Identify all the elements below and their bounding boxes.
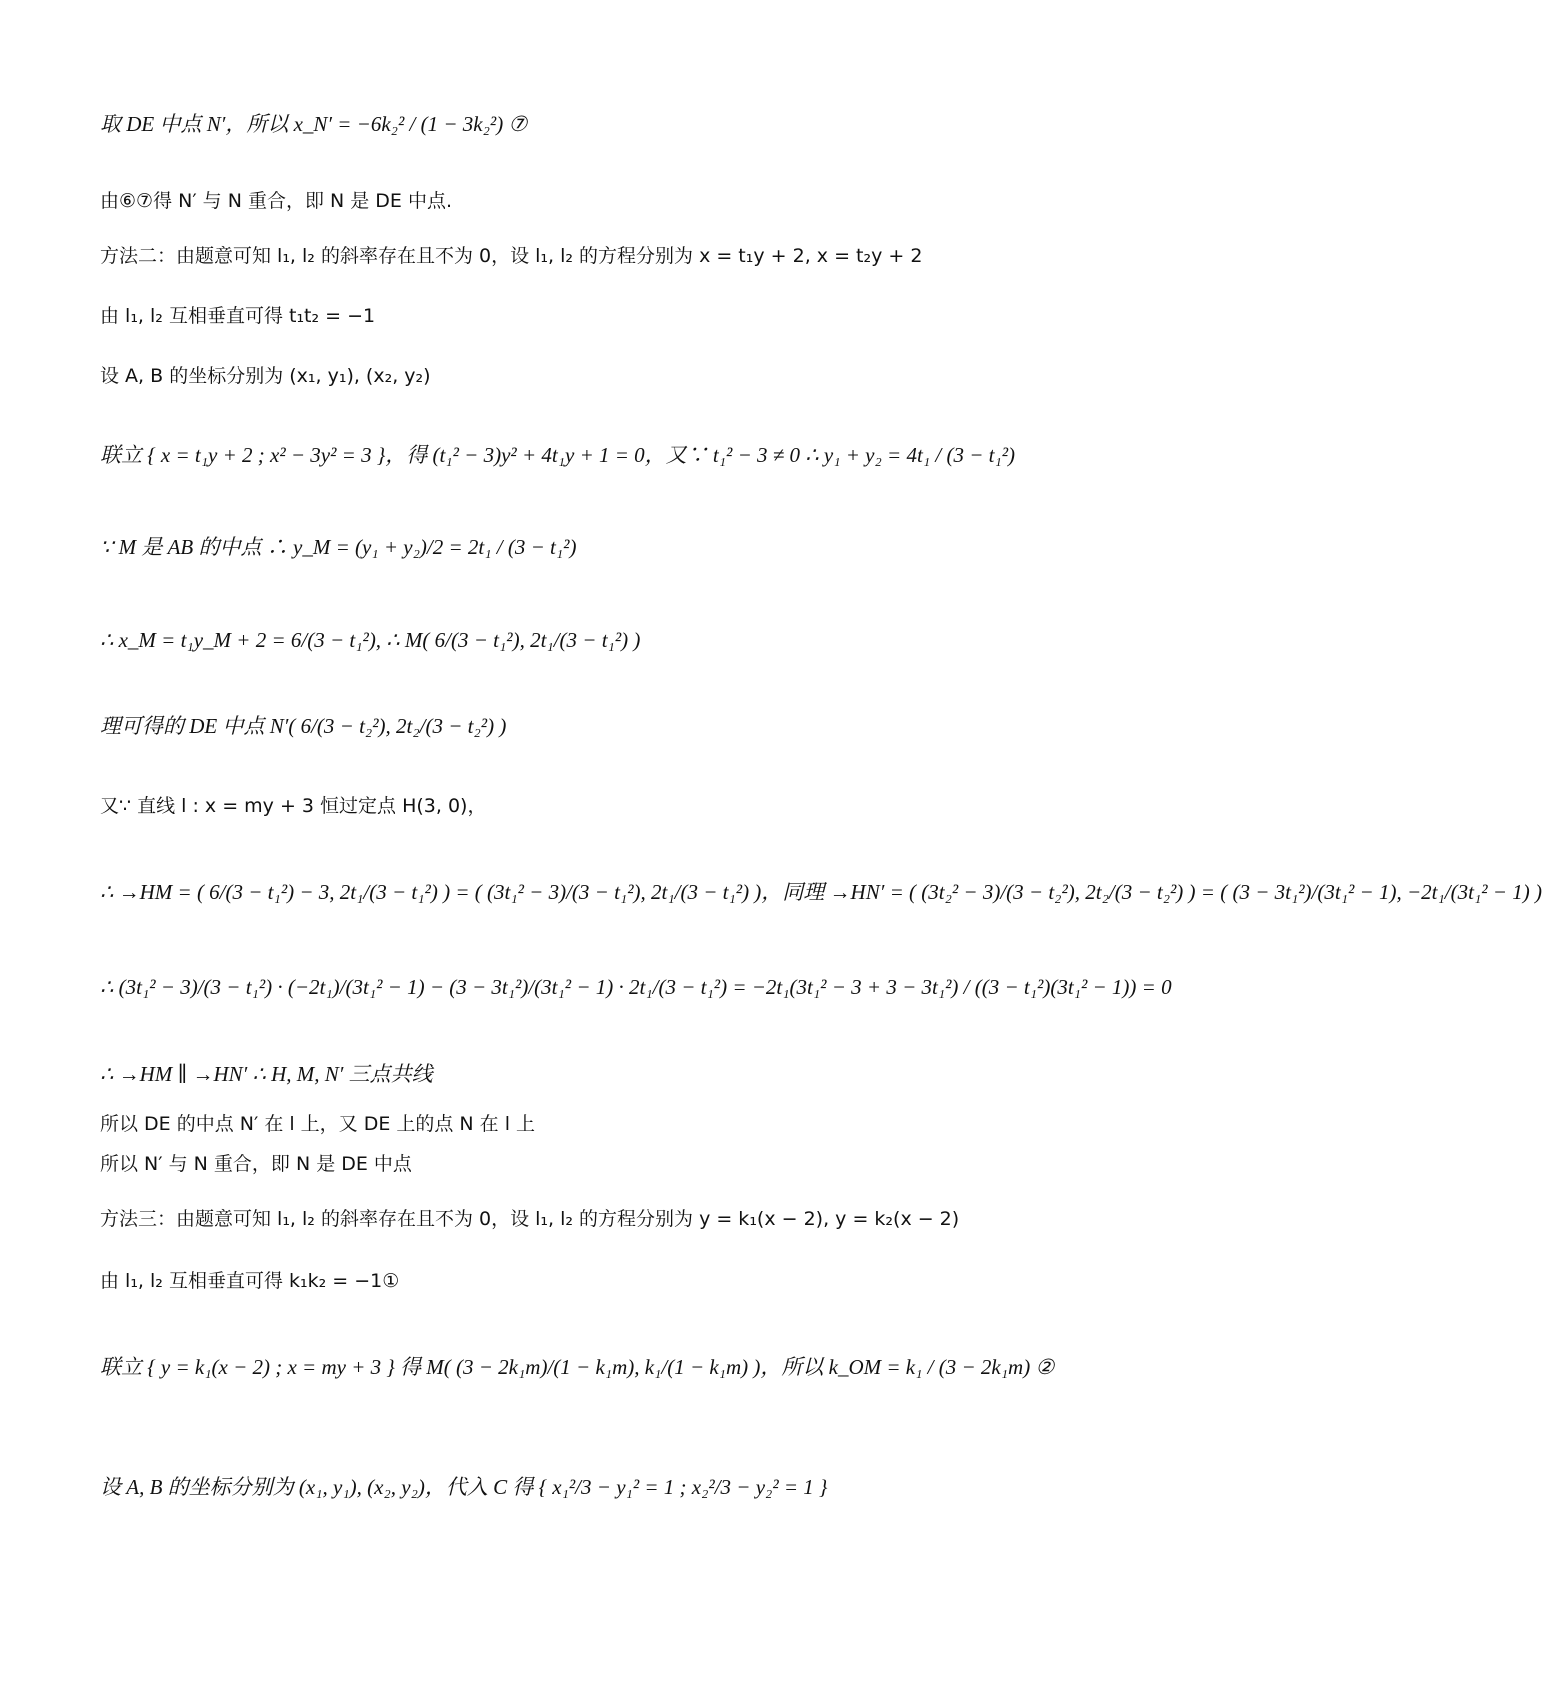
line-3: 方法二：由题意可知 l₁, l₂ 的斜率存在且不为 0，设 l₁, l₂ 的方程分别为 x = t₁y + 2, x = t₂y + 2 [100, 245, 923, 267]
line-17: 由 l₁, l₂ 互相垂直可得 k₁k₂ = −1① [100, 1270, 400, 1292]
line-2: 由⑥⑦得 N′ 与 N 重合，即 N 是 DE 中点. [100, 190, 453, 212]
line-9: 理可得的 DE 中点 N′( 6/(3 − t₂²), 2t₂/(3 − t₂²) ) [100, 714, 507, 738]
line-1: 取 DE 中点 N′，所以 x_N′ = −6k₂² / (1 − 3k₂²) ⑦ [100, 112, 528, 136]
line-19: 设 A, B 的坐标分别为 (x₁, y₁), (x₂, y₂)，代入 C 得 { x₁²/3 − y₁² = 1 ; x₂²/3 − y₂² = 1 } [100, 1475, 828, 1499]
line-18: 联立 { y = k₁(x − 2) ; x = my + 3 } 得 M( (3 − 2k₁m)/(1 − k₁m), k₁/(1 − k₁m) )，所以 k_OM = k₁ / (3 − 2k₁m) ② [100, 1355, 1055, 1379]
line-6: 联立 { x = t₁y + 2 ; x² − 3y² = 3 }，得 (t₁² − 3)y² + 4t₁y + 1 = 0，又∵ t₁² − 3 ≠ 0 ∴ y₁ + y₂ = 4t₁ / (3 − t₁²) [100, 443, 1016, 467]
line-14: 所以 DE 的中点 N′ 在 l 上，又 DE 上的点 N 在 l 上 [100, 1113, 536, 1135]
line-5: 设 A, B 的坐标分别为 (x₁, y₁), (x₂, y₂) [100, 365, 431, 387]
line-7: ∵ M 是 AB 的中点 ∴ y_M = (y₁ + y₂)/2 = 2t₁ / (3 − t₁²) [100, 535, 577, 559]
line-16: 方法三：由题意可知 l₁, l₂ 的斜率存在且不为 0，设 l₁, l₂ 的方程分别为 y = k₁(x − 2), y = k₂(x − 2) [100, 1208, 960, 1230]
line-12: ∴ (3t₁² − 3)/(3 − t₁²) · (−2t₁)/(3t₁² − 1) − (3 − 3t₁²)/(3t₁² − 1) · 2t₁/(3 − t₁²) = −2t₁(3t₁² − 3 + 3 − 3t₁²) / ((3 − t₁²)(3t₁² − 1)) = 0 [100, 975, 1172, 999]
line-4: 由 l₁, l₂ 互相垂直可得 t₁t₂ = −1 [100, 305, 376, 327]
line-11: ∴ →HM = ( 6/(3 − t₁²) − 3, 2t₁/(3 − t₁²) ) = ( (3t₁² − 3)/(3 − t₁²), 2t₁/(3 − t₁²) )，同理 →HN′ = ( (3t₂² − 3)/(3 − t₂²), 2t₂/(3 − t₂²) ) = ( (3 − 3t₁²)/(3t₁² − 1), −2t₁/(3t₁² − 1) ) [100, 880, 1542, 904]
line-15: 所以 N′ 与 N 重合，即 N 是 DE 中点 [100, 1153, 412, 1175]
line-10: 又∵ 直线 l : x = my + 3 恒过定点 H(3, 0)， [100, 795, 487, 817]
line-13: ∴ →HM ∥ →HN′ ∴ H, M, N′ 三点共线 [100, 1062, 433, 1086]
line-8: ∴ x_M = t₁y_M + 2 = 6/(3 − t₁²), ∴ M( 6/(3 − t₁²), 2t₁/(3 − t₁²) ) [100, 628, 641, 652]
